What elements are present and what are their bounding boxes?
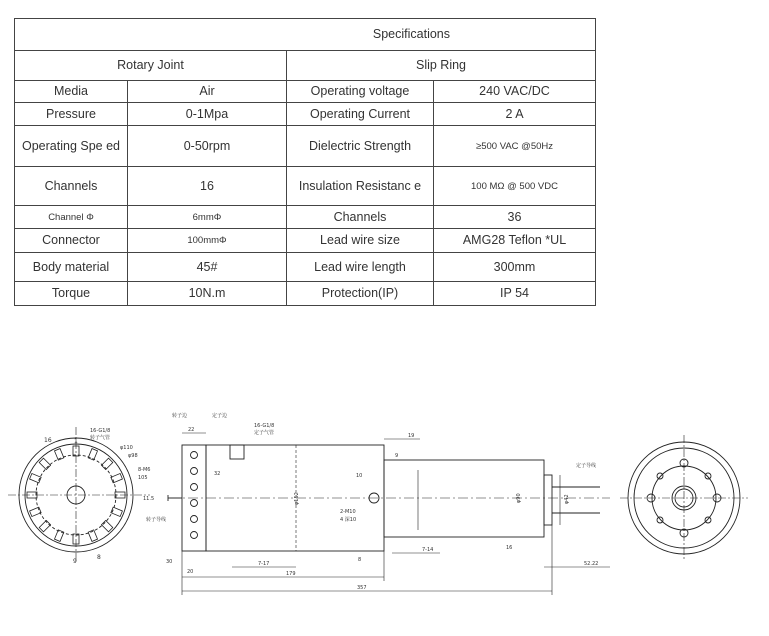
label-d110: φ110 [120, 445, 133, 451]
label-d152: φ152 [294, 492, 300, 505]
cell-label: Torque [15, 282, 128, 306]
cell-label: Operating Current [287, 103, 434, 126]
port-slot [39, 520, 50, 531]
label-rotor-wire: 16-G1/8 [90, 428, 111, 434]
table-row [15, 103, 596, 126]
cell-value: 0-50rpm [128, 126, 287, 167]
cell-value: ≥500 VAC @50Hz [434, 126, 596, 167]
label-16-dim: 16 [506, 545, 513, 551]
port-slot [101, 520, 112, 531]
cell-label: Media [15, 81, 128, 103]
cell-label: Channels [287, 206, 434, 229]
cell-label: Lead wire size [287, 229, 434, 253]
cell-value: 0-1Mpa [128, 103, 287, 126]
table-row [15, 229, 596, 253]
side-view [168, 433, 610, 595]
cell-label: Channels [15, 167, 128, 206]
label-52-22: 52.22 [584, 561, 599, 567]
rotary-joint-header: Rotary Joint [15, 51, 287, 81]
label-7-14: 7-14 [422, 547, 434, 553]
label-7-17: 7-17 [258, 561, 270, 567]
label-30: 30 [166, 559, 173, 565]
label-d42: φ42 [564, 494, 570, 504]
table-row [15, 126, 596, 167]
cell-label: Connector [15, 229, 128, 253]
cell-value: 240 VAC/DC [434, 81, 596, 103]
label-d90: φ90 [516, 493, 522, 503]
label-d98: φ98 [128, 453, 138, 459]
cell-label: Operating Spe ed [15, 126, 128, 167]
label-16: 16 [44, 437, 52, 444]
label-105: 105 [138, 475, 148, 481]
cell-label: Dielectric Strength [287, 126, 434, 167]
cell-value: 100mmΦ [128, 229, 287, 253]
cell-value: 300mm [434, 253, 596, 282]
port-slot [111, 473, 123, 482]
cell-value: 6mmΦ [128, 206, 287, 229]
label-8: 8 [97, 554, 101, 561]
label-rotor-left: 转子导线 [146, 517, 167, 523]
table-title: Specifications [15, 19, 596, 51]
table-row [15, 81, 596, 103]
label-stator-tag: 定子边 [212, 413, 228, 419]
table-row [15, 206, 596, 229]
label-9: 9 [73, 558, 77, 565]
label-2-m10: 2-M10 [340, 509, 356, 515]
label-8-dim: 8 [358, 557, 362, 563]
label-19: 19 [408, 433, 415, 439]
label-22: 22 [188, 427, 195, 433]
cell-value: Air [128, 81, 287, 103]
cell-value: 36 [434, 206, 596, 229]
cell-label: Lead wire length [287, 253, 434, 282]
cell-label: Insulation Resistanc e [287, 167, 434, 206]
port-slot [39, 458, 50, 469]
port-slot [101, 458, 112, 469]
label-stator-sub: 定子气管 [254, 430, 275, 436]
label-1: 1 [74, 438, 78, 445]
cell-value: 2 A [434, 103, 596, 126]
cell-value: 16 [128, 167, 287, 206]
label-lead-tag: 定子导线 [576, 463, 597, 469]
label-357: 357 [357, 585, 367, 591]
table-row [15, 253, 596, 282]
cell-value: 10N.m [128, 282, 287, 306]
table-row [15, 282, 596, 306]
rotor-ports-side [191, 452, 198, 539]
cell-label: Channel Φ [15, 206, 128, 229]
port-slot [54, 530, 63, 542]
label-rotor-ul: 转子气管 [90, 435, 111, 441]
label-depth: 4 深10 [340, 517, 357, 523]
slip-ring-header: Slip Ring [287, 51, 596, 81]
port-slot [30, 507, 42, 516]
label-10: 10 [356, 473, 363, 479]
label-20: 20 [187, 569, 194, 575]
label-11-5: 11.5 [143, 496, 155, 502]
label-stator-g: 16-G1/8 [254, 423, 275, 429]
stator-end-view [620, 435, 748, 561]
specifications-table [14, 18, 596, 306]
cell-label: Protection(IP) [287, 282, 434, 306]
label-rotor-tag: 转子边 [172, 413, 188, 419]
cell-value: 100 MΩ @ 500 VDC [434, 167, 596, 206]
cell-value: IP 54 [434, 282, 596, 306]
cell-label: Body material [15, 253, 128, 282]
cell-value: 45# [128, 253, 287, 282]
label-32: 32 [214, 471, 221, 477]
label-179: 179 [286, 571, 296, 577]
label-9-dim: 9 [395, 453, 399, 459]
label-m6: 8-M6 [138, 467, 151, 473]
table-row [15, 167, 596, 206]
cell-label: Pressure [15, 103, 128, 126]
cell-label: Operating voltage [287, 81, 434, 103]
technical-drawing [0, 405, 769, 605]
cell-value: AMG28 Teflon *UL [434, 229, 596, 253]
